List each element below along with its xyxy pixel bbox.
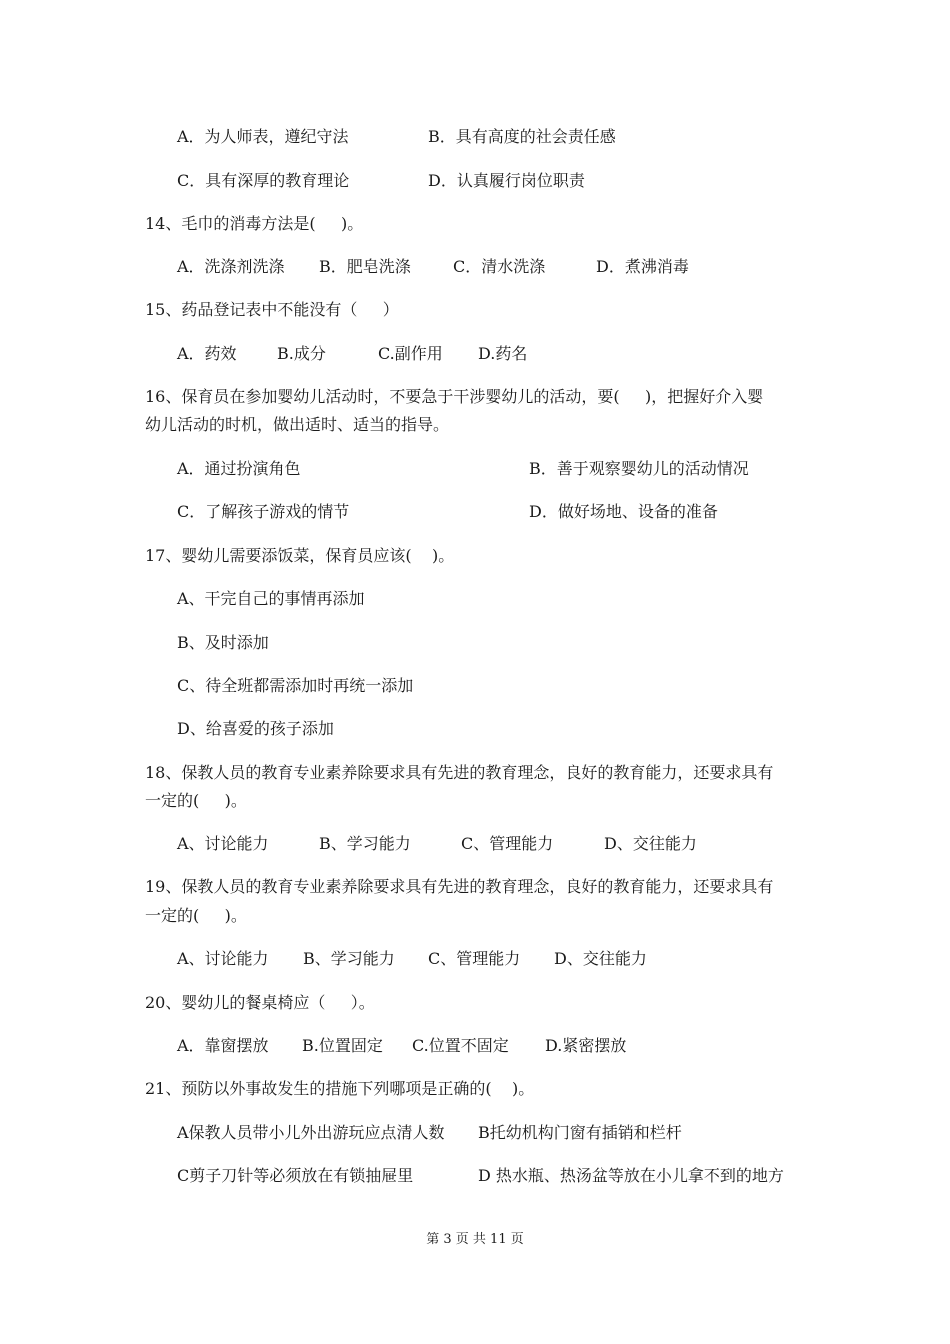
q14-option-b: B．肥皂洗涤	[319, 257, 411, 276]
q19-option-c: C、管理能力	[428, 949, 521, 968]
q20-option-c: C.位置不固定	[412, 1036, 509, 1055]
q21-option-a: A保教人员带小儿外出游玩应点清人数	[177, 1123, 445, 1142]
q19-option-b: B、学习能力	[303, 949, 395, 968]
q17-option-c: C、待全班都需添加时再统一添加	[177, 676, 414, 695]
q16-stem-line2: 幼儿活动的时机，做出适时、适当的指导。	[145, 415, 450, 434]
q13-option-d: D．认真履行岗位职责	[428, 171, 585, 190]
q17-option-b: B、及时添加	[177, 633, 269, 652]
q16-option-b: B．善于观察婴幼儿的活动情况	[529, 459, 749, 478]
q21-option-c: C剪子刀针等必须放在有锁抽屉里	[177, 1166, 414, 1185]
q14-option-d: D．煮沸消毒	[596, 257, 689, 276]
q21-option-b: B托幼机构门窗有插销和栏杆	[478, 1123, 682, 1142]
q18-option-c: C、管理能力	[461, 834, 554, 853]
q16-option-c: C．了解孩子游戏的情节	[177, 502, 350, 521]
q16-option-d: D．做好场地、设备的准备	[529, 502, 718, 521]
q18-stem-line2: 一定的( )。	[145, 791, 247, 810]
q21-option-d: D 热水瓶、热汤盆等放在小儿拿不到的地方	[478, 1166, 784, 1185]
q15-option-a: A．药效	[177, 344, 237, 363]
q20-option-b: B.位置固定	[302, 1036, 383, 1055]
q19-option-a: A、讨论能力	[177, 949, 269, 968]
q20-option-a: A．靠窗摆放	[177, 1036, 269, 1055]
q16-option-a: A．通过扮演角色	[177, 459, 301, 478]
q20-stem: 20、婴幼儿的餐桌椅应（ ）。	[145, 993, 375, 1012]
q18-option-a: A、讨论能力	[177, 834, 269, 853]
q16-stem-line1: 16、保育员在参加婴幼儿活动时，不要急于干涉婴幼儿的活动，要( )，把握好介入婴	[145, 387, 764, 406]
q15-option-b: B.成分	[277, 344, 326, 363]
q17-option-a: A、干完自己的事情再添加	[177, 589, 365, 608]
q15-option-c: C.副作用	[378, 344, 443, 363]
q15-stem: 15、药品登记表中不能没有（ ）	[145, 300, 399, 319]
q17-stem: 17、婴幼儿需要添饭菜，保育员应该( )。	[145, 546, 455, 565]
q19-stem-line2: 一定的( )。	[145, 906, 247, 925]
q13-option-c: C．具有深厚的教育理论	[177, 171, 350, 190]
q18-option-d: D、交往能力	[604, 834, 697, 853]
q17-option-d: D、给喜爱的孩子添加	[177, 719, 334, 738]
q19-option-d: D、交往能力	[554, 949, 647, 968]
q13-option-a: A．为人师表，遵纪守法	[177, 127, 349, 146]
q19-stem-line1: 19、保教人员的教育专业素养除要求具有先进的教育理念，良好的教育能力，还要求具有	[145, 877, 774, 896]
q18-stem-line1: 18、保教人员的教育专业素养除要求具有先进的教育理念，良好的教育能力，还要求具有	[145, 763, 774, 782]
page-footer: 第 3 页 共 11 页	[426, 1232, 524, 1247]
q15-option-d: D.药名	[478, 344, 528, 363]
q14-option-a: A．洗涤剂洗涤	[177, 257, 285, 276]
q14-option-c: C．清水洗涤	[453, 257, 546, 276]
q13-option-b: B．具有高度的社会责任感	[428, 127, 616, 146]
q20-option-d: D.紧密摆放	[545, 1036, 627, 1055]
q14-stem: 14、毛巾的消毒方法是( )。	[145, 214, 364, 233]
q18-option-b: B、学习能力	[319, 834, 411, 853]
q21-stem: 21、预防以外事故发生的措施下列哪项是正确的( )。	[145, 1079, 535, 1098]
